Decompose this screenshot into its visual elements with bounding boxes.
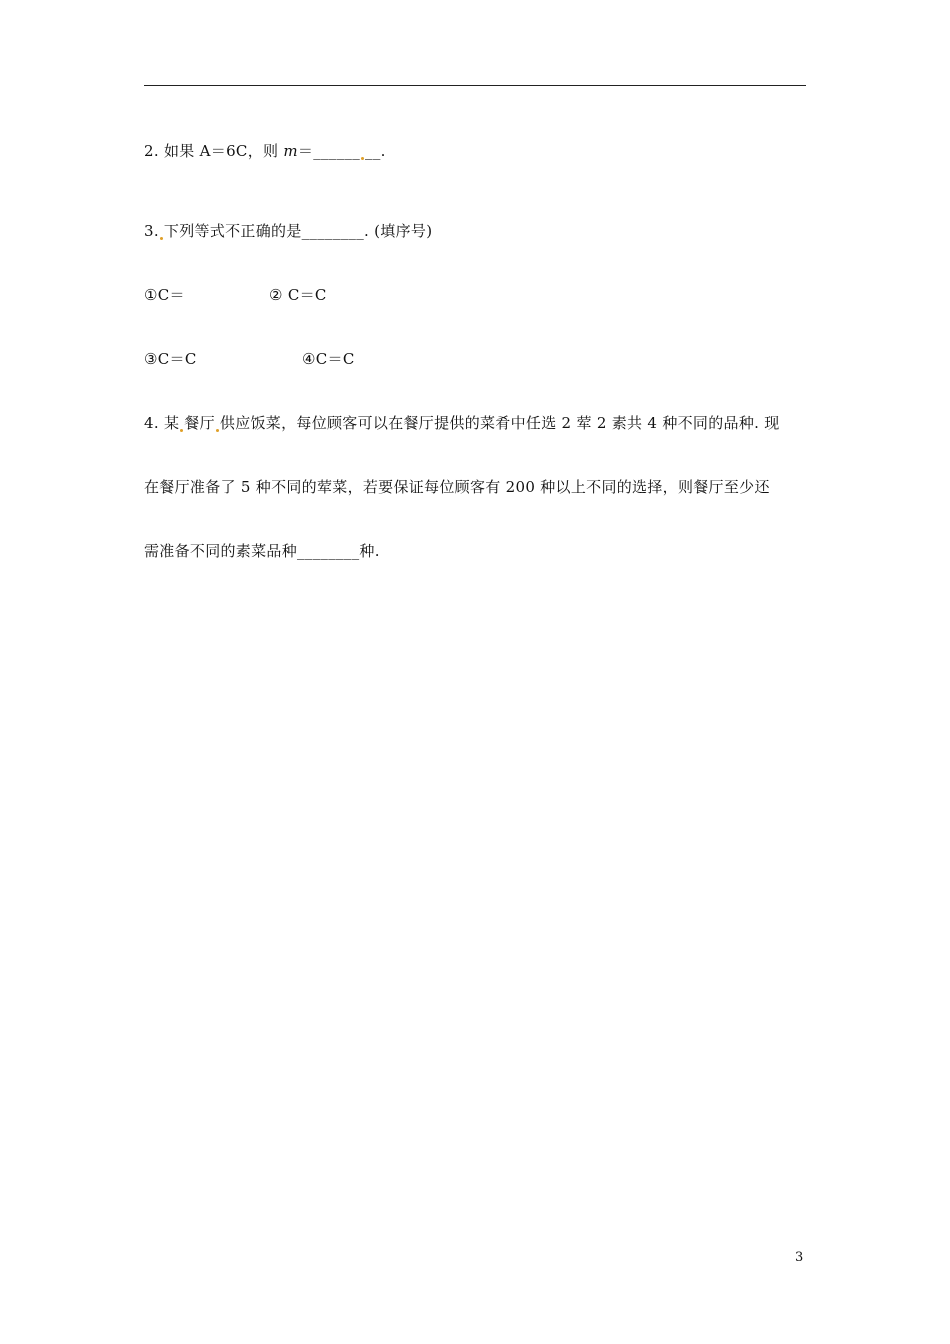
annotation-dot (361, 157, 364, 160)
question-2-tail: __. (365, 142, 386, 160)
question-4-line-1 (144, 413, 780, 433)
option-2: ② C＝C (269, 286, 327, 304)
option-1: ①C＝ (144, 286, 185, 304)
annotation-dot (180, 429, 183, 432)
question-4-number: 4. 某 (144, 414, 180, 432)
question-4-line-2: 在餐厅准备了 5 种不同的荤菜，若要保证每位顾客有 200 种以上不同的选择，则餐厅至少还 (144, 478, 770, 496)
header-rule (144, 85, 806, 86)
question-4-text: 供应饭菜，每位顾客可以在餐厅提供的菜肴中任选 2 荤 2 素共 4 种不同的品种. 现 (219, 414, 780, 432)
annotation-dot (216, 429, 219, 432)
question-3-number: 3. (144, 222, 159, 240)
question-2-variable: m (283, 142, 298, 160)
page-number: 3 (795, 1250, 804, 1265)
question-3-text: 下列等式不正确的是________. (填序号) (163, 222, 433, 240)
question-4-word: 餐厅 (184, 414, 215, 432)
question-4-line-3: 需准备不同的素菜品种________种. (144, 542, 380, 560)
annotation-dot (160, 237, 163, 240)
question-2 (144, 141, 386, 161)
question-2-prefix: 2. 如果 A＝6C，则 (144, 142, 284, 160)
option-3: ③C＝C (144, 350, 197, 368)
question-2-blank: ＝______ (297, 142, 361, 160)
question-3 (144, 221, 432, 241)
option-4: ④C＝C (302, 350, 355, 368)
